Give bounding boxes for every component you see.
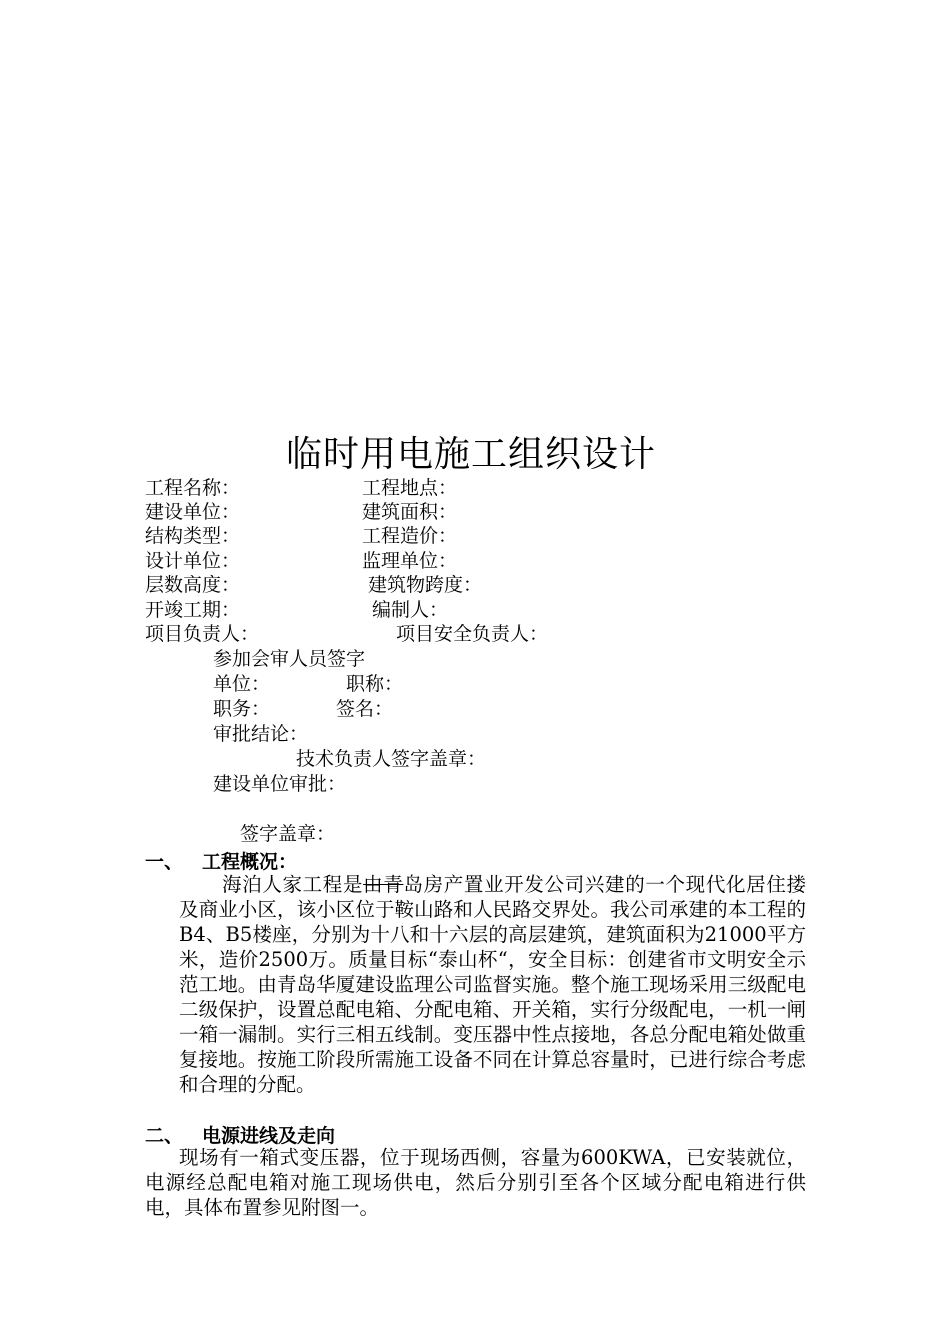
document-title: 临时用电施工组织设计 [286,434,657,475]
info-label-builder: 建设单位： [145,501,241,523]
section2-paragraph: 现场有一箱式变压器，位于现场西侧，容量为600KWA，已安装就位，电源经总配电箱对施工现场供电，然后分别引至各个区域分配电箱进行供电，具体布置参见附图一。 [145,1146,806,1219]
review-unit-label: 单位： [213,673,271,695]
section1-text-rest: 岛房产置业开发公司兴建的一个现代化居住搂及商业小区，该小区位于鞍山路和人民路交界处。我公司承建的本工程的B4、B5楼座，分别为十八和十六层的高层建筑，建筑面积为21000平方米，造价2500万。质量目标“泰山杯“，安全目标：创建省市文明安全示范工地。由青岛华厦建设监理公司监督实施。整个施工现场采用三级配电二级保护，设置总配电箱、分配电箱、开关箱，实行分级配电，一机一闸一箱一漏制。实行三相五线制。变压器中性点接地，各总分配电箱处做重复接地。按施工阶段所需施工设备不同在计算总容量时，已进行综合考虑和合理的分配。 [179,873,806,1096]
review-duty-label: 职务： [213,698,271,720]
info-label-project-location: 工程地点： [362,477,458,499]
builder-approval-label: 建设单位审批： [213,773,347,795]
section1-number: 一、 [145,851,184,873]
review-conclusion-label: 审批结论： [213,723,309,745]
info-label-structure-type: 结构类型： [145,525,241,547]
info-label-supervision-unit: 监理单位： [362,550,458,572]
section1-text-start: 海泊人家工程是 [222,873,364,896]
section2-heading: 电源进线及走向 [202,1125,336,1147]
review-heading: 参加会审人员签字 [213,648,366,670]
section2-number: 二、 [145,1125,184,1147]
tech-sign-label: 技术负责人签字盖章： [296,748,487,770]
review-title-label: 职称： [346,673,404,695]
info-label-compiler: 编制人： [372,599,449,621]
section1-heading: 工程概况： [202,851,298,873]
info-label-building-span: 建筑物跨度： [368,574,483,596]
info-label-floor-height: 层数高度： [145,574,241,596]
info-label-project-cost: 工程造价： [362,525,458,547]
info-label-design-unit: 设计单位： [145,550,241,572]
sign-seal-label: 签字盖章： [240,823,336,845]
section1-struck-text: 由青 [363,873,404,896]
info-label-schedule: 开竣工期： [145,599,241,621]
info-label-building-area: 建筑面积： [362,501,458,523]
review-signature-label: 签名： [336,698,394,720]
info-label-project-manager: 项目负责人： [145,623,260,645]
info-label-safety-manager: 项目安全负责人： [396,623,549,645]
section1-paragraph [179,872,806,1097]
info-label-project-name: 工程名称： [145,477,241,499]
